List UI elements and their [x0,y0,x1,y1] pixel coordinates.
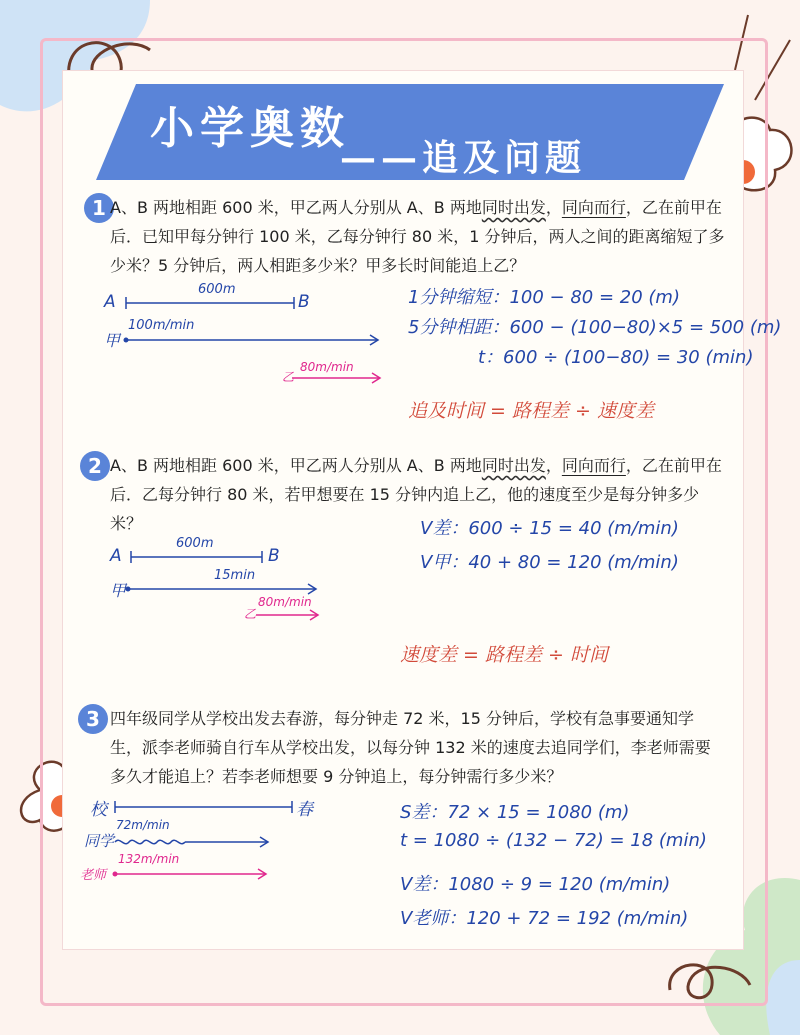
p1-label-dist: 600m [198,282,236,297]
p1-label-jia: 甲 [104,331,121,350]
p2-label-dist: 600m [176,536,214,551]
p3-solution-2: t = 1080 ÷ (132 − 72) = 18 (min) [400,830,707,851]
p2-label-b: B [268,546,280,566]
p2-formula: 速度差 = 路程差 ÷ 时间 [400,644,608,666]
problem-2-line: 同向而行 [561,456,626,475]
p1-label-yi: 乙 [282,370,295,384]
page-subtitle: ——追及问题 [340,137,587,179]
p1-label-yi-speed: 80m/min [300,360,354,374]
problem-2-wave: 同时出发 [481,456,546,475]
p2-solution-1: V差：600 ÷ 15 = 40 (m/min) [420,518,679,539]
p1-label-b: B [298,292,310,312]
problem-1-badge: 1 [84,193,114,223]
p2-label-yi-speed: 80m/min [258,595,312,609]
p2-label-jia-time: 15min [214,568,256,583]
p3-solution-3: V差：1080 ÷ 9 = 120 (m/min) [400,874,671,895]
problem-1-line: 同向而行 [561,198,626,217]
p3-label-school: 校 [90,800,107,820]
p3-label-teacher: 老师 [80,868,107,883]
p3-label-students-speed: 72m/min [116,818,170,832]
problem-3-badge: 3 [78,704,108,734]
p1-solution-3: t：600 ÷ (100−80) = 30 (min) [478,347,754,368]
problem-1-text-a: A、B 两地相距 600 米，甲乙两人分别从 A、B 两地 [110,198,482,217]
p3-label-students: 同学 [84,832,115,850]
p2-label-jia: 甲 [110,581,127,600]
p1-label-jia-speed: 100m/min [128,318,195,333]
p1-solution-1: 1分钟缩短：100 − 80 = 20 (m) [408,287,680,308]
problem-1-text-c: ，乙在前甲在后．已知甲每分钟行 100 米，乙每分钟行 80 米，1 分钟后，两人之间的距离缩短了多少米？5 分钟后，两人相距多少米？甲多长时间能追上乙？ [110,198,725,275]
p1-label-a: A [104,292,116,312]
p1-formula: 追及时间 = 路程差 ÷ 速度差 [408,400,654,422]
problem-1-text-b: ， [545,198,562,217]
problem-3-text: 四年级同学从学校出发去春游，每分钟走 72 米，15 分钟后，学校有急事要通知学生，派李老师骑自行车从学校出发，以每分钟 132 米的速度去追同学们，李老师需要多久才能追上？若李老师想要 9 分钟追上，每分钟需行多少米？ [110,709,711,786]
problem-2-badge: 2 [80,451,110,481]
p2-label-yi: 乙 [244,607,257,621]
problem-1-wave: 同时出发 [481,198,546,217]
p2-label-a: A [110,546,122,566]
p3-solution-4: V老师：120 + 72 = 192 (m/min) [400,908,689,929]
problem-2-text-a: A、B 两地相距 600 米，甲乙两人分别从 A、B 两地 [110,456,482,475]
problem-2-text-c: ，乙在前甲在后．乙每分钟行 80 米，若甲想要在 15 分钟内追上乙，他的速度至少是每分钟多少米？ [110,456,722,533]
page-title: 小学奥数 [150,103,350,154]
p3-label-teacher-speed: 132m/min [118,852,180,866]
problem-2-text-b: ， [545,456,562,475]
p1-solution-2: 5分钟相距：600 − (100−80)×5 = 500 (m) [408,317,782,338]
p2-solution-2: V甲：40 + 80 = 120 (m/min) [420,552,679,573]
p3-label-spring: 春 [296,800,313,820]
p3-solution-1: S差：72 × 15 = 1080 (m) [400,802,630,823]
